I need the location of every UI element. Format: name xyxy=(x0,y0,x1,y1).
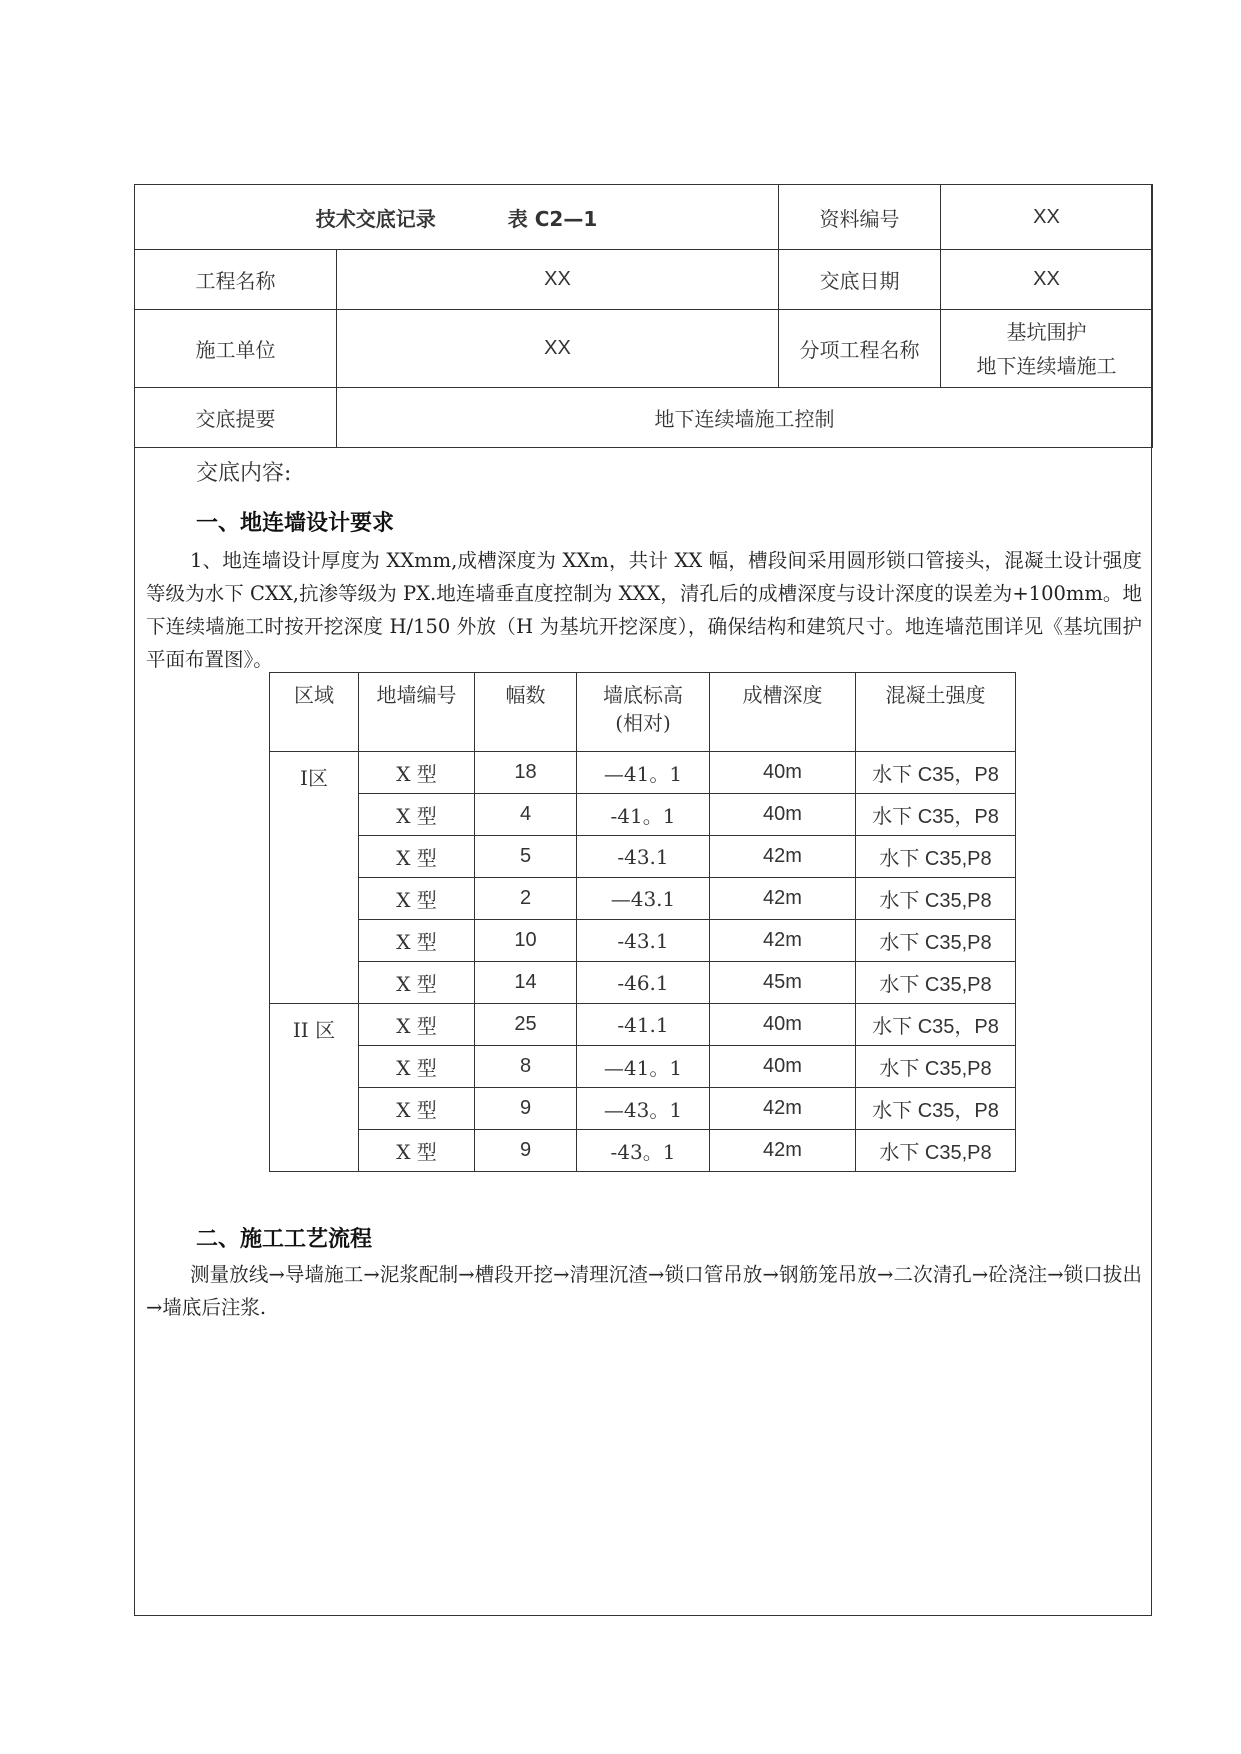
count-cell: 14 xyxy=(475,962,577,1004)
count-cell: 4 xyxy=(475,794,577,836)
concrete-cell: 水下 C35,P8 xyxy=(856,962,1016,1004)
content-label: 交底内容: xyxy=(196,461,292,486)
wall-no-cell: X 型 xyxy=(359,962,475,1004)
concrete-cell: 水下 C35,P8 xyxy=(856,836,1016,878)
concrete-cell: 水下 C35,P8 xyxy=(856,1046,1016,1088)
concrete-cell: 水下 C35，P8 xyxy=(856,752,1016,794)
area-cell: Ⅰ区 xyxy=(270,752,359,1004)
doc-no-label: 资料编号 xyxy=(779,185,941,250)
elevation-cell: -41.1 xyxy=(577,1004,710,1046)
concrete-cell: 水下 C35，P8 xyxy=(856,1088,1016,1130)
concrete-cell: 水下 C35,P8 xyxy=(856,920,1016,962)
elevation-cell: —41。1 xyxy=(577,1046,710,1088)
elevation-cell: —43。1 xyxy=(577,1088,710,1130)
elevation-cell: -43.1 xyxy=(577,836,710,878)
date-label: 交底日期 xyxy=(779,250,941,310)
elevation-cell: -46.1 xyxy=(577,962,710,1004)
elevation-cell: —43.1 xyxy=(577,878,710,920)
subproject-value xyxy=(941,310,1153,388)
col-header-bottom-elevation-line1: 墙底标高 xyxy=(603,683,683,707)
count-cell: 25 xyxy=(475,1004,577,1046)
doc-no-value: XX xyxy=(941,185,1153,250)
record-header-table xyxy=(134,184,1153,448)
record-title xyxy=(135,185,779,250)
subproject-value-line1: 基坑围护 xyxy=(1006,319,1087,344)
depth-cell: 40m xyxy=(710,794,856,836)
wall-no-cell: X 型 xyxy=(359,836,475,878)
wall-no-cell: X 型 xyxy=(359,1046,475,1088)
wall-no-cell: X 型 xyxy=(359,1130,475,1172)
col-header-bottom-elevation xyxy=(577,673,710,752)
depth-cell: 40m xyxy=(710,1004,856,1046)
table-row xyxy=(270,1130,1016,1172)
col-header-depth: 成槽深度 xyxy=(710,673,856,752)
concrete-cell: 水下 C35,P8 xyxy=(856,1130,1016,1172)
count-cell: 5 xyxy=(475,836,577,878)
depth-cell: 42m xyxy=(710,1130,856,1172)
col-header-area: 区域 xyxy=(270,673,359,752)
count-cell: 8 xyxy=(475,1046,577,1088)
unit-label: 施工单位 xyxy=(135,310,337,388)
unit-value: XX xyxy=(337,310,779,388)
summary-value: 地下连续墙施工控制 xyxy=(337,388,1153,448)
table-row xyxy=(270,1004,1016,1046)
count-cell: 9 xyxy=(475,1130,577,1172)
table-row xyxy=(270,836,1016,878)
elevation-cell: -43.1 xyxy=(577,920,710,962)
count-cell: 9 xyxy=(475,1088,577,1130)
count-cell: 10 xyxy=(475,920,577,962)
depth-cell: 40m xyxy=(710,752,856,794)
table-row xyxy=(270,920,1016,962)
col-header-concrete: 混凝土强度 xyxy=(856,673,1016,752)
wall-spec-table xyxy=(269,672,1016,1172)
table-row xyxy=(270,878,1016,920)
section2-title: 二、施工工艺流程 xyxy=(196,1227,373,1252)
date-value: XX xyxy=(941,250,1153,310)
area-cell: II 区 xyxy=(270,1004,359,1172)
summary-label: 交底提要 xyxy=(135,388,337,448)
subproject-value-line2: 地下连续墙施工 xyxy=(976,353,1117,378)
depth-cell: 42m xyxy=(710,836,856,878)
section1-paragraph: 1、地连墙设计厚度为 XXmm,成槽深度为 XXm，共计 XX 幅，槽段间采用圆形锁口管接头，混凝土设计强度等级为水下 CXX,抗渗等级为 PX.地连墙垂直度控制为 XXX，清孔后的成槽深度与设计深度的误差为+100mm。地下连续墙施工时按开挖深度 H/150 外放（H 为基坑开挖深度），确保结构和建筑尺寸。地连墙范围详见《基坑围护平面布置图》。 xyxy=(146,549,1142,671)
table-row xyxy=(270,794,1016,836)
wall-no-cell: X 型 xyxy=(359,794,475,836)
table-row xyxy=(270,1088,1016,1130)
count-cell: 2 xyxy=(475,878,577,920)
concrete-cell: 水下 C35，P8 xyxy=(856,794,1016,836)
section2-paragraph: 测量放线→导墙施工→泥浆配制→槽段开挖→清理沉渣→锁口管吊放→钢筋笼吊放→二次清孔→砼浇注→锁口拔出→墙底后注浆. xyxy=(146,1263,1142,1319)
form-number: 表 C2—1 xyxy=(507,206,598,231)
depth-cell: 40m xyxy=(710,1046,856,1088)
table-header-row xyxy=(270,673,1016,752)
elevation-cell: -41。1 xyxy=(577,794,710,836)
concrete-cell: 水下 C35，P8 xyxy=(856,1004,1016,1046)
depth-cell: 42m xyxy=(710,878,856,920)
col-header-count: 幅数 xyxy=(475,673,577,752)
table-row xyxy=(270,962,1016,1004)
depth-cell: 45m xyxy=(710,962,856,1004)
project-label: 工程名称 xyxy=(135,250,337,310)
elevation-cell: -43。1 xyxy=(577,1130,710,1172)
table-row xyxy=(270,752,1016,794)
wall-no-cell: X 型 xyxy=(359,1088,475,1130)
elevation-cell: —41。1 xyxy=(577,752,710,794)
record-title-text: 技术交底记录 xyxy=(315,206,436,231)
wall-no-cell: X 型 xyxy=(359,920,475,962)
depth-cell: 42m xyxy=(710,920,856,962)
depth-cell: 42m xyxy=(710,1088,856,1130)
wall-no-cell: X 型 xyxy=(359,752,475,794)
wall-no-cell: X 型 xyxy=(359,1004,475,1046)
concrete-cell: 水下 C35,P8 xyxy=(856,878,1016,920)
table-row xyxy=(270,1046,1016,1088)
col-header-wall-no: 地墙编号 xyxy=(359,673,475,752)
col-header-bottom-elevation-line2: (相对) xyxy=(615,711,671,735)
wall-no-cell: X 型 xyxy=(359,878,475,920)
project-value: XX xyxy=(337,250,779,310)
section1-title: 一、地连墙设计要求 xyxy=(196,511,395,536)
count-cell: 18 xyxy=(475,752,577,794)
subproject-label: 分项工程名称 xyxy=(779,310,941,388)
